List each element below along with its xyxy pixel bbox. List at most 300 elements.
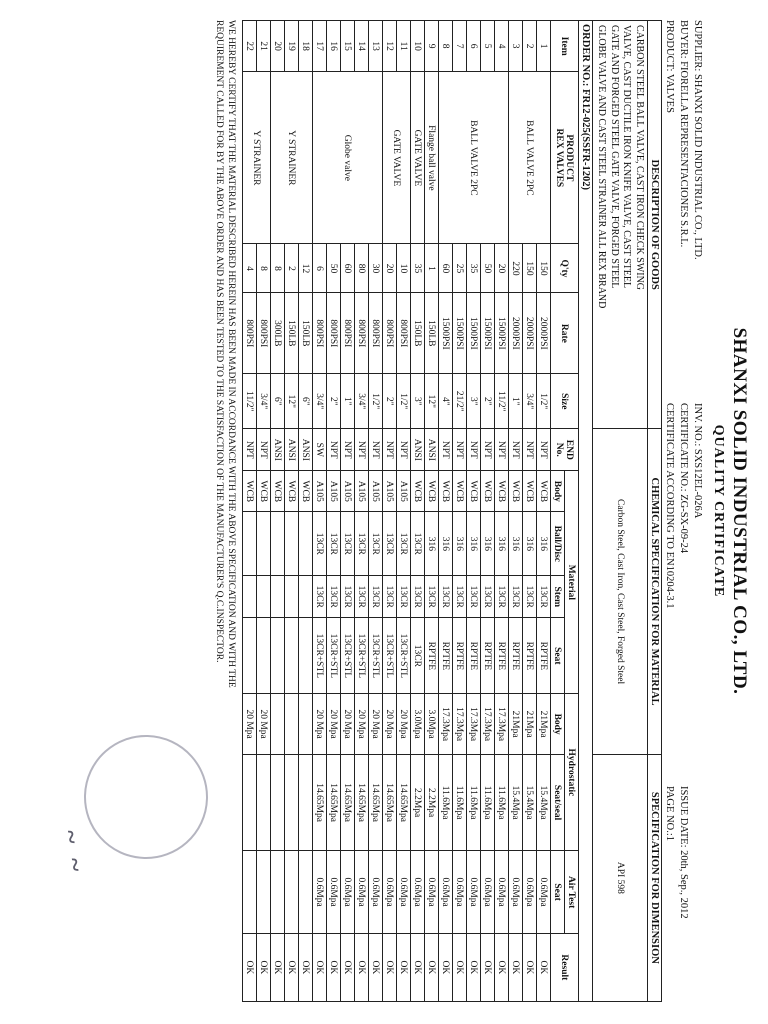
cell-body: A105 [313, 471, 327, 512]
cell-result: OK [369, 933, 383, 1001]
cell-end: ANSI [285, 429, 299, 471]
header-middle [662, 403, 704, 727]
cell-item: 16 [327, 21, 341, 72]
cell-result: OK [257, 933, 271, 1001]
cell-hbody: 20 Mpa [257, 694, 271, 754]
cell-aseat: 0.6Mpa [341, 851, 355, 933]
cell-result: OK [411, 933, 425, 1001]
cell-item: 1 [537, 21, 551, 72]
cell-body: WCB [425, 471, 439, 512]
cell-aseat: 0.6Mpa [509, 851, 523, 933]
spec-body-row [593, 21, 648, 1002]
cell-size: 6" [299, 374, 313, 429]
cell-hbody: 3.0Mpa [425, 694, 439, 754]
invoice-number: INV. NO.: SXS12EL-026A [692, 402, 703, 519]
cell-qty: 150 [537, 244, 551, 293]
cell-aseat [243, 851, 257, 933]
cell-result: OK [425, 933, 439, 1001]
col-hydrostatic: Hydrostatic [565, 694, 579, 851]
cell-rate: 1500PSI [495, 293, 509, 374]
cell-seatseal: 15.4Mpa [509, 754, 523, 851]
order-number: ORDER NO.: FR12-025(SSFR-1202) [579, 21, 593, 1002]
cell-item: 10 [411, 21, 425, 72]
cell-hbody: 3.0Mpa [411, 694, 425, 754]
cell-result: OK [509, 933, 523, 1001]
cell-body: A105 [397, 471, 411, 512]
cell-result: OK [271, 933, 285, 1001]
cell-hbody: 20 Mpa [355, 694, 369, 754]
table-row [299, 21, 313, 1002]
cell-seat: 13CR+STL [397, 618, 411, 694]
cell-seat: 13CR [411, 618, 425, 694]
cell-size: 12" [425, 374, 439, 429]
cell-item: 22 [243, 21, 257, 72]
cell-aseat: 0.6Mpa [439, 851, 453, 933]
cell-stem [271, 576, 285, 618]
cell-qty: 20 [383, 244, 397, 293]
cell-seat [271, 618, 285, 694]
cell-end: NPT [383, 429, 397, 471]
cell-size: 3/4" [257, 374, 271, 429]
cell-ball: 316 [453, 512, 467, 576]
cell-aseat [285, 851, 299, 933]
cell-seat: 13CR+STL [313, 618, 327, 694]
cell-seat: 13CR+STL [383, 618, 397, 694]
cell-result: OK [299, 933, 313, 1001]
cell-body: A105 [327, 471, 341, 512]
cell-result: OK [313, 933, 327, 1001]
cell-seat: 13CR+STL [355, 618, 369, 694]
cell-aseat: 0.6Mpa [467, 851, 481, 933]
col-body: Body [551, 471, 565, 512]
cell-seat: RPTFE [425, 618, 439, 694]
cell-seat: RPTFE [453, 618, 467, 694]
cell-hbody [285, 694, 299, 754]
column-header-row-1 [565, 21, 579, 1002]
cell-seat [257, 618, 271, 694]
cell-seatseal: 14.65Mpa [341, 754, 355, 851]
cell-result: OK [341, 933, 355, 1001]
cell-stem: 13CR [509, 576, 523, 618]
cell-item: 20 [271, 21, 285, 72]
cell-qty: 25 [453, 244, 467, 293]
cell-result: OK [495, 933, 509, 1001]
cell-rate: 1500PSI [439, 293, 453, 374]
cell-ball: 316 [537, 512, 551, 576]
col-stem: Stem [551, 576, 565, 618]
cell-seat: 13CR+STL [341, 618, 355, 694]
col-hydro-body: Body [551, 694, 565, 754]
cell-stem: 13CR [453, 576, 467, 618]
cell-stem: 13CR [313, 576, 327, 618]
cell-result: OK [327, 933, 341, 1001]
cell-ball: 13CR [383, 512, 397, 576]
cell-product: BALL VALVE 2PC [509, 72, 551, 244]
col-air-seat: Seat [551, 851, 565, 933]
cell-rate: 1500PSI [453, 293, 467, 374]
cell-ball: 13CR [313, 512, 327, 576]
cell-rate: 800PSI [243, 293, 257, 374]
cell-product: BALL VALVE 2PC [439, 72, 509, 244]
cell-stem: 13CR [481, 576, 495, 618]
cell-stem: 13CR [495, 576, 509, 618]
col-material: Material [565, 471, 579, 694]
cell-hbody: 20 Mpa [243, 694, 257, 754]
cell-stem: 13CR [397, 576, 411, 618]
col-seat: Seat [551, 618, 565, 694]
cell-stem [299, 576, 313, 618]
cell-aseat: 0.6Mpa [453, 851, 467, 933]
cell-aseat [271, 851, 285, 933]
col-air-test: Air Test [565, 851, 579, 933]
cell-body: WCB [285, 471, 299, 512]
cell-product: Flange ball valve [425, 72, 439, 244]
cell-qty: 30 [369, 244, 383, 293]
cell-rate: 150LB [425, 293, 439, 374]
cell-result: OK [537, 933, 551, 1001]
cell-aseat: 0.6Mpa [397, 851, 411, 933]
goods-description [593, 21, 648, 429]
cell-size: 3/4" [523, 374, 537, 429]
cell-hbody: 17.3Mpa [495, 694, 509, 754]
cell-body: WCB [481, 471, 495, 512]
statement-line-2: REQUIREMENT CALLED FOR BY THE ABOVE ORDER AND HAS BEEN TESTED TO THE SATISFACTION OF THE MANUFACTURER'S Q.C.INSPECTOR. [214, 20, 224, 663]
cell-item: 13 [369, 21, 383, 72]
cell-rate: 800PSI [313, 293, 327, 374]
cell-hbody: 17.3Mpa [467, 694, 481, 754]
cell-qty: 50 [481, 244, 495, 293]
cell-result: OK [383, 933, 397, 1001]
cell-qty: 80 [355, 244, 369, 293]
cell-result: OK [439, 933, 453, 1001]
cell-stem [243, 576, 257, 618]
cell-body: WCB [299, 471, 313, 512]
cell-rate: 1500PSI [467, 293, 481, 374]
cell-hbody: 21Mpa [509, 694, 523, 754]
cell-end: SW [313, 429, 327, 471]
cell-body: WCB [243, 471, 257, 512]
cell-seat: 13CR+STL [327, 618, 341, 694]
cell-rate: 800PSI [383, 293, 397, 374]
cell-stem [257, 576, 271, 618]
cell-ball [299, 512, 313, 576]
cell-product: Y STRAINER [271, 72, 313, 244]
col-seat-seal: Seat/seal [551, 754, 565, 851]
header-left [662, 20, 704, 344]
cell-rate: 300LB [271, 293, 285, 374]
cell-end: ANSI [299, 429, 313, 471]
cell-seatseal [285, 754, 299, 851]
cell-result: OK [481, 933, 495, 1001]
cell-rate: 800PSI [341, 293, 355, 374]
cell-size: 3/4" [313, 374, 327, 429]
table-row [537, 21, 551, 1002]
cell-item: 17 [313, 21, 327, 72]
cell-item: 5 [481, 21, 495, 72]
cell-item: 8 [439, 21, 453, 72]
cell-body: WCB [257, 471, 271, 512]
cell-seat: 13CR+STL [369, 618, 383, 694]
cell-seatseal [299, 754, 313, 851]
cell-aseat: 0.6Mpa [355, 851, 369, 933]
cell-product: GATE VALVE [411, 72, 425, 244]
cell-item: 21 [257, 21, 271, 72]
cell-body: WCB [411, 471, 425, 512]
cell-aseat: 0.6Mpa [313, 851, 327, 933]
cell-size: 11/2" [243, 374, 257, 429]
cell-stem: 13CR [537, 576, 551, 618]
col-size: Size [551, 374, 579, 429]
cell-body: A105 [369, 471, 383, 512]
cell-size: 21/2" [453, 374, 467, 429]
cell-qty: 2 [285, 244, 299, 293]
cell-hbody: 20 Mpa [397, 694, 411, 754]
cell-item: 15 [341, 21, 355, 72]
cell-size: 1/2" [537, 374, 551, 429]
cell-ball: 316 [523, 512, 537, 576]
cell-ball: 13CR [327, 512, 341, 576]
col-ball-disc: Ball/Disc [551, 512, 565, 576]
dimension-spec-heading: SPECIFICATION FOR DIMENSION [648, 754, 662, 1001]
cell-stem: 13CR [327, 576, 341, 618]
cell-seatseal: 14.65Mpa [369, 754, 383, 851]
cell-item: 6 [467, 21, 481, 72]
cell-hbody: 20 Mpa [341, 694, 355, 754]
cell-rate: 150LB [299, 293, 313, 374]
cell-qty: 60 [439, 244, 453, 293]
cell-qty: 20 [495, 244, 509, 293]
cell-item: 18 [299, 21, 313, 72]
dimension-standard: API 598 [593, 754, 648, 1001]
certificate-standard: CERTIFICATE ACCORDING TO EN10204-3.1 [664, 402, 675, 609]
cell-hbody: 17.3Mpa [481, 694, 495, 754]
cell-seat: RPTFE [467, 618, 481, 694]
cell-ball: 316 [495, 512, 509, 576]
cell-size: 3" [411, 374, 425, 429]
cell-ball: 13CR [411, 512, 425, 576]
cell-body: WCB [467, 471, 481, 512]
cell-item: 9 [425, 21, 439, 72]
cell-qty: 12 [299, 244, 313, 293]
cell-rate: 1500PSI [481, 293, 495, 374]
cell-qty: 8 [271, 244, 285, 293]
cell-end: NPT [453, 429, 467, 471]
cell-size: 2" [383, 374, 397, 429]
cell-body: A105 [355, 471, 369, 512]
cell-end: NPT [243, 429, 257, 471]
cell-seatseal: 2.2Mpa [425, 754, 439, 851]
cell-aseat: 0.6Mpa [411, 851, 425, 933]
cell-ball: 13CR [369, 512, 383, 576]
cell-stem: 13CR [383, 576, 397, 618]
cell-qty: 35 [411, 244, 425, 293]
cell-stem [285, 576, 299, 618]
cell-body: A105 [383, 471, 397, 512]
cell-stem: 13CR [439, 576, 453, 618]
cell-aseat: 0.6Mpa [369, 851, 383, 933]
cell-end: NPT [509, 429, 523, 471]
cell-size: 3" [467, 374, 481, 429]
cell-stem: 13CR [425, 576, 439, 618]
cell-ball [285, 512, 299, 576]
table-row [397, 21, 411, 1002]
cell-body: WCB [453, 471, 467, 512]
cell-ball: 316 [467, 512, 481, 576]
cell-qty: 10 [397, 244, 411, 293]
cell-seatseal: 14.65Mpa [383, 754, 397, 851]
cell-seatseal: 11.6Mpa [495, 754, 509, 851]
cell-seatseal: 11.6Mpa [439, 754, 453, 851]
cell-end: NPT [439, 429, 453, 471]
cell-body: WCB [523, 471, 537, 512]
cell-seat: RPTFE [439, 618, 453, 694]
cell-seatseal [243, 754, 257, 851]
buyer-line: BUYER: FIORELLA REPRESENTACIONES S.R.L. [678, 20, 689, 248]
cell-end: NPT [495, 429, 509, 471]
statement-line-1: WE HEREBY CERTIFY THAT THE MATERIAL DESCRIBED HEREIN HAS BEEN MADE IN ACCORDANCE WITH THE ABOVE SPECIFICATION AND WITH THE [226, 20, 236, 688]
cell-ball: 13CR [397, 512, 411, 576]
cell-body: WCB [271, 471, 285, 512]
col-rate: Rate [551, 293, 579, 374]
cell-qty: 35 [467, 244, 481, 293]
material-description: Carbon Steel, Cast Iron, Cast Steel, Forged Steel [593, 429, 648, 754]
cell-qty: 6 [313, 244, 327, 293]
col-result: Result [551, 933, 579, 1001]
document-subtitle: QUALITY CRTIFICATE [711, 424, 726, 598]
table-row [495, 21, 509, 1002]
cell-hbody: 21Mpa [523, 694, 537, 754]
cell-seat [243, 618, 257, 694]
goods-line: CARBON STEEL BALL VALVE, CAST IRON CHECK SWING [634, 25, 645, 291]
cell-body: A105 [341, 471, 355, 512]
cell-stem: 13CR [411, 576, 425, 618]
goods-line: GATE AND FORGED STEEL GATE VALVE, FORGED STEEL [609, 25, 620, 289]
cell-aseat: 0.6Mpa [383, 851, 397, 933]
cell-end: ANSI [411, 429, 425, 471]
cell-seatseal: 15.4Mpa [523, 754, 537, 851]
cell-ball: 13CR [341, 512, 355, 576]
cell-size: 4" [439, 374, 453, 429]
cell-qty: 1 [425, 244, 439, 293]
cell-rate: 2000PSI [537, 293, 551, 374]
cell-aseat [257, 851, 271, 933]
chemical-spec-heading: CHEMICAL SPECIFICATION FOR MATERIAL [648, 429, 662, 754]
cell-result: OK [523, 933, 537, 1001]
cell-hbody: 21Mpa [537, 694, 551, 754]
col-product: PRODUCT REX VALVES [551, 72, 579, 244]
cell-aseat: 0.6Mpa [327, 851, 341, 933]
cell-seatseal: 2.2Mpa [411, 754, 425, 851]
page-number: PAGE NO.:1 [664, 785, 675, 842]
description-of-goods-heading: DESCRIPTION OF GOODS [648, 21, 662, 429]
cell-product: Y STRAINER [243, 72, 271, 244]
cell-result: OK [453, 933, 467, 1001]
cell-hbody [271, 694, 285, 754]
cell-stem: 13CR [467, 576, 481, 618]
cell-seatseal: 14.65Mpa [355, 754, 369, 851]
cell-rate: 2000PSI [509, 293, 523, 374]
cell-size: 6" [271, 374, 285, 429]
cell-qty: 60 [341, 244, 355, 293]
cell-qty: 220 [509, 244, 523, 293]
cell-size: 12" [285, 374, 299, 429]
specification-table [242, 20, 662, 1002]
cell-item: 7 [453, 21, 467, 72]
cell-hbody [299, 694, 313, 754]
cell-hbody: 20 Mpa [383, 694, 397, 754]
table-row [425, 21, 439, 1002]
cell-rate: 150LB [411, 293, 425, 374]
cell-product: GATE VALVE [383, 72, 411, 244]
cell-rate: 2000PSI [523, 293, 537, 374]
cell-hbody: 20 Mpa [327, 694, 341, 754]
issue-date: ISSUE DATE: 20th, Sep., 2012 [678, 785, 689, 919]
cell-size: 1/2" [369, 374, 383, 429]
cell-end: NPT [327, 429, 341, 471]
cell-size: 2" [481, 374, 495, 429]
certificate-number: CERTIFICATE NO.: ZG-SX-09-24 [678, 402, 689, 554]
cell-seatseal: 14.65Mpa [313, 754, 327, 851]
cell-size: 1/2" [397, 374, 411, 429]
cell-qty: 4 [243, 244, 257, 293]
company-title: SHANXI SOLID INDUSTRIAL CO., LTD. [729, 327, 750, 695]
table-row [257, 21, 271, 1002]
cell-end: ANSI [271, 429, 285, 471]
cell-size: 2" [327, 374, 341, 429]
cell-item: 12 [383, 21, 397, 72]
cell-seat [285, 618, 299, 694]
cell-end: NPT [355, 429, 369, 471]
cell-qty: 150 [523, 244, 537, 293]
col-end: END No. [551, 429, 579, 471]
cell-seat [299, 618, 313, 694]
cell-seatseal [271, 754, 285, 851]
table-row [369, 21, 383, 1002]
cell-item: 11 [397, 21, 411, 72]
company-seal [67, 718, 226, 877]
cell-ball [271, 512, 285, 576]
cell-aseat [299, 851, 313, 933]
cell-result: OK [355, 933, 369, 1001]
cell-item: 2 [523, 21, 537, 72]
cell-item: 19 [285, 21, 299, 72]
cell-seatseal [257, 754, 271, 851]
cell-seatseal: 14.65Mpa [327, 754, 341, 851]
cell-size: 3/4" [355, 374, 369, 429]
cell-result: OK [397, 933, 411, 1001]
cell-body: WCB [495, 471, 509, 512]
order-row [579, 21, 593, 1002]
cell-end: NPT [537, 429, 551, 471]
cell-ball: 13CR [355, 512, 369, 576]
cell-ball: 316 [425, 512, 439, 576]
cell-item: 4 [495, 21, 509, 72]
cell-seat: RPTFE [495, 618, 509, 694]
cell-end: NPT [397, 429, 411, 471]
cell-aseat: 0.6Mpa [495, 851, 509, 933]
cell-seat: RPTFE [481, 618, 495, 694]
certification-statement [213, 20, 237, 1002]
cell-body: WCB [537, 471, 551, 512]
cell-rate: 800PSI [327, 293, 341, 374]
cell-stem: 13CR [341, 576, 355, 618]
cell-hbody: 20 Mpa [313, 694, 327, 754]
cell-aseat: 0.6Mpa [537, 851, 551, 933]
cell-size: 1" [509, 374, 523, 429]
cell-end: ANSI [425, 429, 439, 471]
cell-hbody: 17.3Mpa [453, 694, 467, 754]
col-qty: Q'ty [551, 244, 579, 293]
